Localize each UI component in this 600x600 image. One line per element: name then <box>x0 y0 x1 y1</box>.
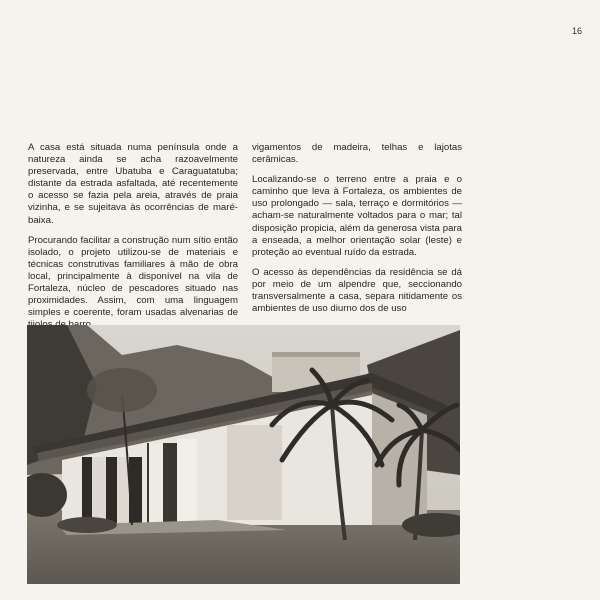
paragraph: Procurando facilitar a construção num sítio então isolado, o projeto utilizou-se de materiais e técnicas construtivas familiares à mão de obra local, principalmente à disponível na vila de Fortaleza, núcleo de pescadores situado nas proximidades. Assim, com uma linguagem simples e coerente, foram usadas alvenarias de <box>28 234 238 319</box>
pillar <box>177 439 197 523</box>
pillar <box>92 457 106 523</box>
text-column-left <box>28 142 238 339</box>
paragraph: O acesso às dependências da residência se dá por meio de um alpendre que, seccionando transversalmente a casa, separa nitidamente os ambientes de uso diurno dos de uso <box>252 266 462 315</box>
house-photo-illustration <box>27 325 460 584</box>
house-photo <box>27 325 460 584</box>
shrub <box>57 517 117 533</box>
text-column-right <box>252 142 462 323</box>
page-number: 16 <box>572 26 583 36</box>
tree-canopy <box>87 368 157 412</box>
porch-opening <box>82 457 142 523</box>
paragraph: Localizando-se o terreno entre a praia e o caminho que leva à Fortaleza, os ambientes de uso prolongado — sala, terraço e dormitórios — acham-se naturalmente voltados para o mar; tal disposição propicia, além da generosa vista para a enseada, a melhor orientação solar (leste) e proteção ao eventual ruído da estrada. <box>252 174 462 258</box>
paragraph: A casa está situada numa península onde a natureza ainda se acha razoavelmente preservada, entre Ubatuba e Caraguatatuba; distante da estrada asfaltada, até recentemente o acesso se fazia pela areia, através de praia vizinha, e se sujeitava às ocorrências de maré-baixa. <box>28 142 238 226</box>
pillar <box>149 443 163 523</box>
paragraph: vigamentos de madeira, telhas e lajotas cerâmicas. <box>252 142 462 166</box>
